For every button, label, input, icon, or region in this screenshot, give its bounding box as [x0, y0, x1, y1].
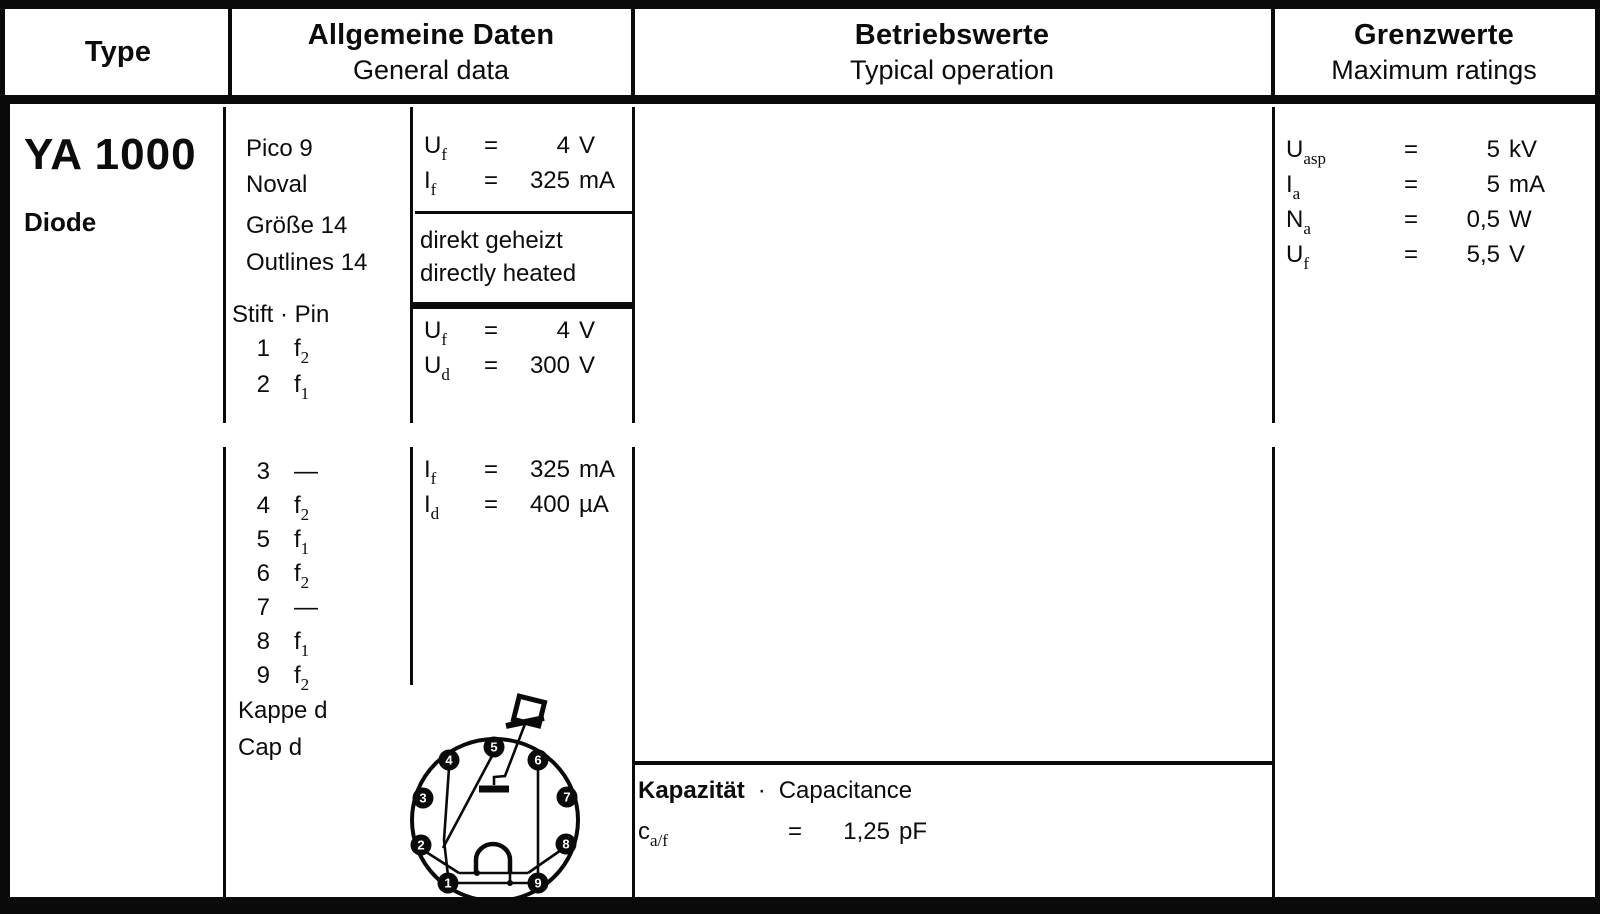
- quantity-symbol: [638, 818, 788, 850]
- pin-number: 5: [256, 526, 270, 553]
- symbol-letter: N: [1286, 206, 1304, 233]
- column-divider: [1272, 107, 1275, 423]
- quantity-symbol: [424, 132, 484, 164]
- pin-1-number: 1: [444, 875, 452, 891]
- symbol-letter: I: [424, 491, 431, 518]
- quantity-symbol: [424, 491, 484, 523]
- header-general-en: General data: [352, 55, 510, 85]
- anode-current-row: [424, 491, 615, 526]
- pin-number: 7: [256, 594, 270, 621]
- value: 4: [556, 317, 570, 344]
- header-general-de: Allgemeine Daten: [307, 19, 555, 51]
- unit: kV: [1509, 136, 1538, 163]
- value: 1,25: [843, 818, 890, 845]
- pin-connection: [270, 458, 318, 492]
- top-cap-label-de: Kappe d: [238, 697, 328, 724]
- pin-number: 1: [256, 335, 270, 362]
- symbol-letter: U: [1286, 241, 1304, 268]
- column-divider: [223, 447, 226, 897]
- header-cell-maximum-ratings: [1273, 9, 1595, 95]
- pin-connection-symbol: —: [294, 458, 318, 485]
- top-border: [0, 0, 1600, 9]
- equals-sign: =: [788, 818, 803, 845]
- unit: V: [1509, 241, 1526, 268]
- pin-8-number: 8: [562, 836, 570, 852]
- pin-row: [242, 628, 318, 662]
- pin-connection: [270, 662, 318, 696]
- header-ratings-de: Grenzwerte: [1354, 19, 1514, 51]
- current-block: [424, 456, 615, 526]
- header-type-label: Type: [84, 35, 152, 68]
- pin-connection-subscript: 2: [300, 505, 310, 524]
- rating-row-na: [1286, 206, 1545, 241]
- label-separator-dot: ·: [757, 777, 766, 804]
- symbol-letter: I: [424, 456, 431, 483]
- pin-5-number: 5: [490, 739, 498, 755]
- heater-note-en: directly heated: [420, 260, 577, 287]
- pin-connection-subscript: 2: [300, 348, 310, 367]
- symbol-letter: c: [638, 818, 650, 845]
- pin-4-number: 4: [445, 752, 453, 768]
- value: 300: [529, 352, 570, 379]
- left-thick-bar: [0, 95, 10, 914]
- equals-sign: =: [1404, 136, 1419, 163]
- column-divider: [223, 107, 226, 423]
- base-pinout-diagram: [395, 690, 595, 914]
- pin-list-top: [242, 335, 309, 407]
- capacitance-heading: [638, 777, 912, 805]
- header-cell-typical-operation: [634, 9, 1270, 95]
- pin-row: [242, 371, 309, 407]
- unit: mA: [579, 167, 615, 194]
- pin-connection: [270, 335, 309, 371]
- pin-number: 3: [256, 458, 270, 485]
- pin-connection: [270, 594, 318, 628]
- unit: mA: [579, 456, 615, 483]
- header-cell-general-data: [231, 9, 631, 95]
- value: 5,5: [1466, 241, 1500, 268]
- pin-6-number: 6: [534, 752, 542, 768]
- column-divider: [632, 447, 635, 897]
- heater-current-row: [424, 167, 615, 202]
- base-type-line: Pico 9: [246, 135, 313, 162]
- symbol-letter: I: [1286, 171, 1293, 198]
- equals-sign: =: [484, 491, 499, 518]
- operating-voltage-block: [424, 317, 595, 387]
- header-divider-2: [631, 9, 635, 95]
- symbol-subscript: f: [441, 330, 448, 349]
- pin-connection-symbol: f: [294, 560, 301, 587]
- rating-row-uasp: [1286, 136, 1545, 171]
- heater-underline-rule: [415, 211, 632, 214]
- symbol-subscript: asp: [1303, 149, 1327, 168]
- symbol-subscript: a: [1292, 184, 1301, 203]
- symbol-subscript: d: [441, 365, 450, 384]
- symbol-letter: U: [424, 317, 442, 344]
- symbol-subscript: f: [430, 469, 437, 488]
- symbol-subscript: f: [430, 180, 437, 199]
- junction-dot: [507, 880, 513, 886]
- pin-connection-symbol: f: [294, 335, 301, 362]
- symbol-subscript: d: [430, 504, 440, 523]
- heater-note-de: direkt geheizt: [420, 227, 563, 254]
- outline-block: [246, 212, 367, 286]
- pin-connection-symbol: f: [294, 371, 301, 398]
- unit: V: [579, 317, 596, 344]
- column-divider: [410, 447, 413, 685]
- top-cap-symbol: [506, 696, 545, 726]
- maximum-ratings-block: [1286, 136, 1545, 276]
- pin-number: 6: [256, 560, 270, 587]
- filament-symbol: [476, 844, 510, 873]
- pin-row: [242, 662, 318, 696]
- header-bottom-rule: [0, 95, 1600, 104]
- capacitance-value-block: [638, 818, 927, 853]
- outline-line-en: Outlines 14: [246, 249, 368, 276]
- pin-connection-subscript: 1: [300, 539, 310, 558]
- envelope-circle: [412, 739, 578, 901]
- column-divider: [632, 107, 635, 423]
- capacitance-top-rule: [634, 761, 1274, 765]
- pin-row: [242, 335, 309, 371]
- value: 5: [1486, 171, 1500, 198]
- value: 5: [1486, 136, 1500, 163]
- header-divider-3: [1271, 9, 1275, 95]
- thick-separator-rule: [412, 302, 633, 309]
- equals-sign: =: [484, 317, 499, 344]
- heater-data-block: [424, 132, 615, 202]
- symbol-letter: I: [424, 167, 431, 194]
- pin-connection-subscript: 1: [300, 384, 310, 403]
- pin-connection-subscript: 2: [300, 675, 310, 694]
- quantity-symbol: [424, 456, 484, 488]
- equals-sign: =: [484, 132, 499, 159]
- equals-sign: =: [1404, 171, 1419, 198]
- equals-sign: =: [484, 352, 499, 379]
- header-cell-type: [8, 9, 228, 95]
- pin-connection: [270, 526, 318, 560]
- symbol-letter: U: [424, 352, 442, 379]
- header-operation-en: Typical operation: [849, 55, 1055, 85]
- pin-connection-symbol: f: [294, 662, 301, 689]
- quantity-symbol: [1286, 136, 1404, 168]
- capacitance-row: [638, 818, 927, 853]
- column-divider: [410, 107, 413, 423]
- quantity-symbol: [1286, 206, 1404, 238]
- value: 0,5: [1466, 206, 1500, 233]
- pin-2-number: 2: [417, 837, 425, 853]
- rating-row-ia: [1286, 171, 1545, 206]
- unit: µA: [579, 491, 609, 518]
- pin-row: [242, 594, 318, 628]
- base-type-line: Noval: [246, 171, 308, 198]
- anode-voltage-row: [424, 352, 595, 387]
- quantity-symbol: [424, 167, 484, 199]
- header-operation-de: Betriebswerte: [854, 19, 1050, 51]
- top-cap-labels: [238, 697, 327, 771]
- tube-type-name: YA 1000: [24, 130, 197, 179]
- pin-row: [242, 560, 318, 594]
- junction-dot: [474, 870, 480, 876]
- equals-sign: =: [484, 456, 499, 483]
- pin-list-header: Stift · Pin: [232, 301, 330, 328]
- right-border: [1595, 0, 1600, 914]
- pin-row: [242, 492, 318, 526]
- pin-connection: [270, 492, 318, 526]
- symbol-subscript: f: [441, 145, 448, 164]
- pin-connection-symbol: f: [294, 628, 301, 655]
- symbol-subscript: a/f: [650, 831, 668, 850]
- rating-row-uf: [1286, 241, 1545, 276]
- heater-note: [420, 224, 576, 290]
- pin-list-bottom: [242, 458, 318, 696]
- top-cap-label-en: Cap d: [238, 734, 303, 761]
- outline-line-de: Größe 14: [246, 212, 348, 239]
- symbol-subscript: a: [1303, 219, 1311, 238]
- pin-connection: [270, 560, 318, 594]
- pin-number: 4: [256, 492, 270, 519]
- quantity-symbol: [424, 317, 484, 349]
- unit: mA: [1509, 171, 1545, 198]
- unit: pF: [899, 818, 928, 845]
- symbol-letter: U: [424, 132, 442, 159]
- pin-connection-subscript: 1: [300, 641, 310, 660]
- equals-sign: =: [484, 167, 499, 194]
- quantity-symbol: [424, 352, 484, 384]
- value: 4: [556, 132, 570, 159]
- value: 400: [529, 491, 570, 518]
- pin-7-number: 7: [563, 789, 571, 805]
- value: 325: [529, 167, 570, 194]
- pin-3-number: 3: [419, 790, 427, 806]
- pin-connection: [270, 371, 309, 407]
- pin-connection-symbol: —: [294, 594, 318, 621]
- pin-connection: [270, 628, 318, 662]
- capacitance-label-en: Capacitance: [778, 777, 913, 804]
- unit: V: [579, 132, 596, 159]
- pin-row: [242, 458, 318, 492]
- pin-connection-symbol: f: [294, 526, 301, 553]
- header-ratings-en: Maximum ratings: [1331, 55, 1537, 85]
- pin-number: 9: [256, 662, 270, 689]
- filament-current-row: [424, 456, 615, 491]
- filament-voltage-row: [424, 317, 595, 352]
- pin-number: 8: [256, 628, 270, 655]
- unit: V: [579, 352, 596, 379]
- equals-sign: =: [1404, 241, 1419, 268]
- pin-connection-subscript: 2: [300, 573, 310, 592]
- tube-kind-label: Diode: [24, 207, 97, 237]
- capacitance-label-de: Kapazität: [638, 777, 745, 804]
- heater-voltage-row: [424, 132, 615, 167]
- unit: W: [1509, 206, 1532, 233]
- pin-number: 2: [256, 371, 270, 398]
- equals-sign: =: [1404, 206, 1419, 233]
- column-divider: [1272, 447, 1275, 897]
- pin-connection-symbol: f: [294, 492, 301, 519]
- base-type-block: [246, 135, 313, 207]
- bottom-border: [0, 897, 1600, 914]
- symbol-letter: U: [1286, 136, 1304, 163]
- value: 325: [529, 456, 570, 483]
- symbol-subscript: f: [1303, 254, 1310, 273]
- quantity-symbol: [1286, 171, 1404, 203]
- quantity-symbol: [1286, 241, 1404, 273]
- header-divider-1: [228, 9, 232, 95]
- pin-row: [242, 526, 318, 560]
- pin-9-number: 9: [534, 875, 542, 891]
